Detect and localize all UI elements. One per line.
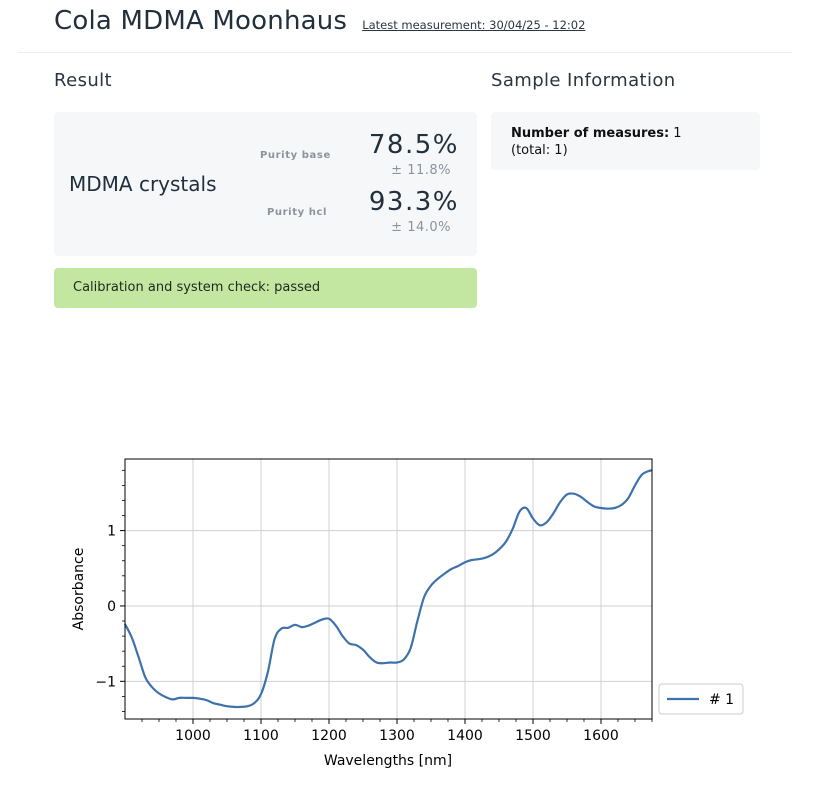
x-tick-label: 1000 [175, 728, 211, 744]
page-header [54, 6, 585, 36]
purity-base-label: Purity base [260, 150, 331, 161]
x-tick-label: 1200 [311, 728, 347, 744]
calibration-status-text: Calibration and system check: passed [73, 280, 321, 295]
sample-info-card [491, 112, 760, 170]
measures-total: (total: 1) [511, 143, 568, 158]
y-axis-ticks [95, 524, 125, 691]
legend-label: # 1 [709, 692, 735, 708]
x-tick-label: 1400 [447, 728, 483, 744]
measures-label: Number of measures: [511, 126, 670, 141]
x-axis-label: Wavelengths [nm] [323, 753, 453, 769]
purity-hcl-value: 93.3% [368, 187, 459, 217]
page-title: Cola MDMA Moonhaus [54, 6, 348, 36]
x-tick-label: 1500 [515, 728, 551, 744]
minor-ticks [122, 470, 652, 722]
substance-name: MDMA crystals [69, 172, 217, 196]
series-line-1 [125, 470, 652, 707]
latest-measurement-link[interactable]: Latest measurement: 30/04/25 - 12:02 [362, 18, 586, 32]
x-axis-ticks [175, 719, 619, 744]
purity-hcl-label: Purity hcl [267, 207, 328, 218]
chart-grid [125, 459, 652, 719]
plot-frame [125, 459, 652, 719]
purity-base-value: 78.5% [368, 130, 459, 160]
header-divider [18, 52, 792, 53]
y-tick-label: −1 [95, 674, 116, 691]
measures-value: 1 [673, 126, 682, 141]
x-tick-label: 1600 [583, 728, 619, 744]
purity-base-error: ± 11.8% [391, 163, 451, 178]
x-tick-label: 1300 [379, 728, 415, 744]
y-axis-label: Absorbance [71, 547, 87, 631]
absorbance-chart [0, 450, 813, 790]
y-tick-label: 0 [107, 598, 116, 615]
x-tick-label: 1100 [243, 728, 279, 744]
calibration-status-banner [54, 268, 477, 308]
purity-hcl-error: ± 14.0% [391, 220, 451, 235]
measures-line [511, 126, 682, 141]
sample-info-section-title: Sample Information [491, 70, 676, 91]
result-section-title: Result [54, 70, 113, 91]
y-tick-label: 1 [107, 523, 116, 540]
chart-legend [659, 684, 743, 714]
result-card [54, 112, 477, 256]
